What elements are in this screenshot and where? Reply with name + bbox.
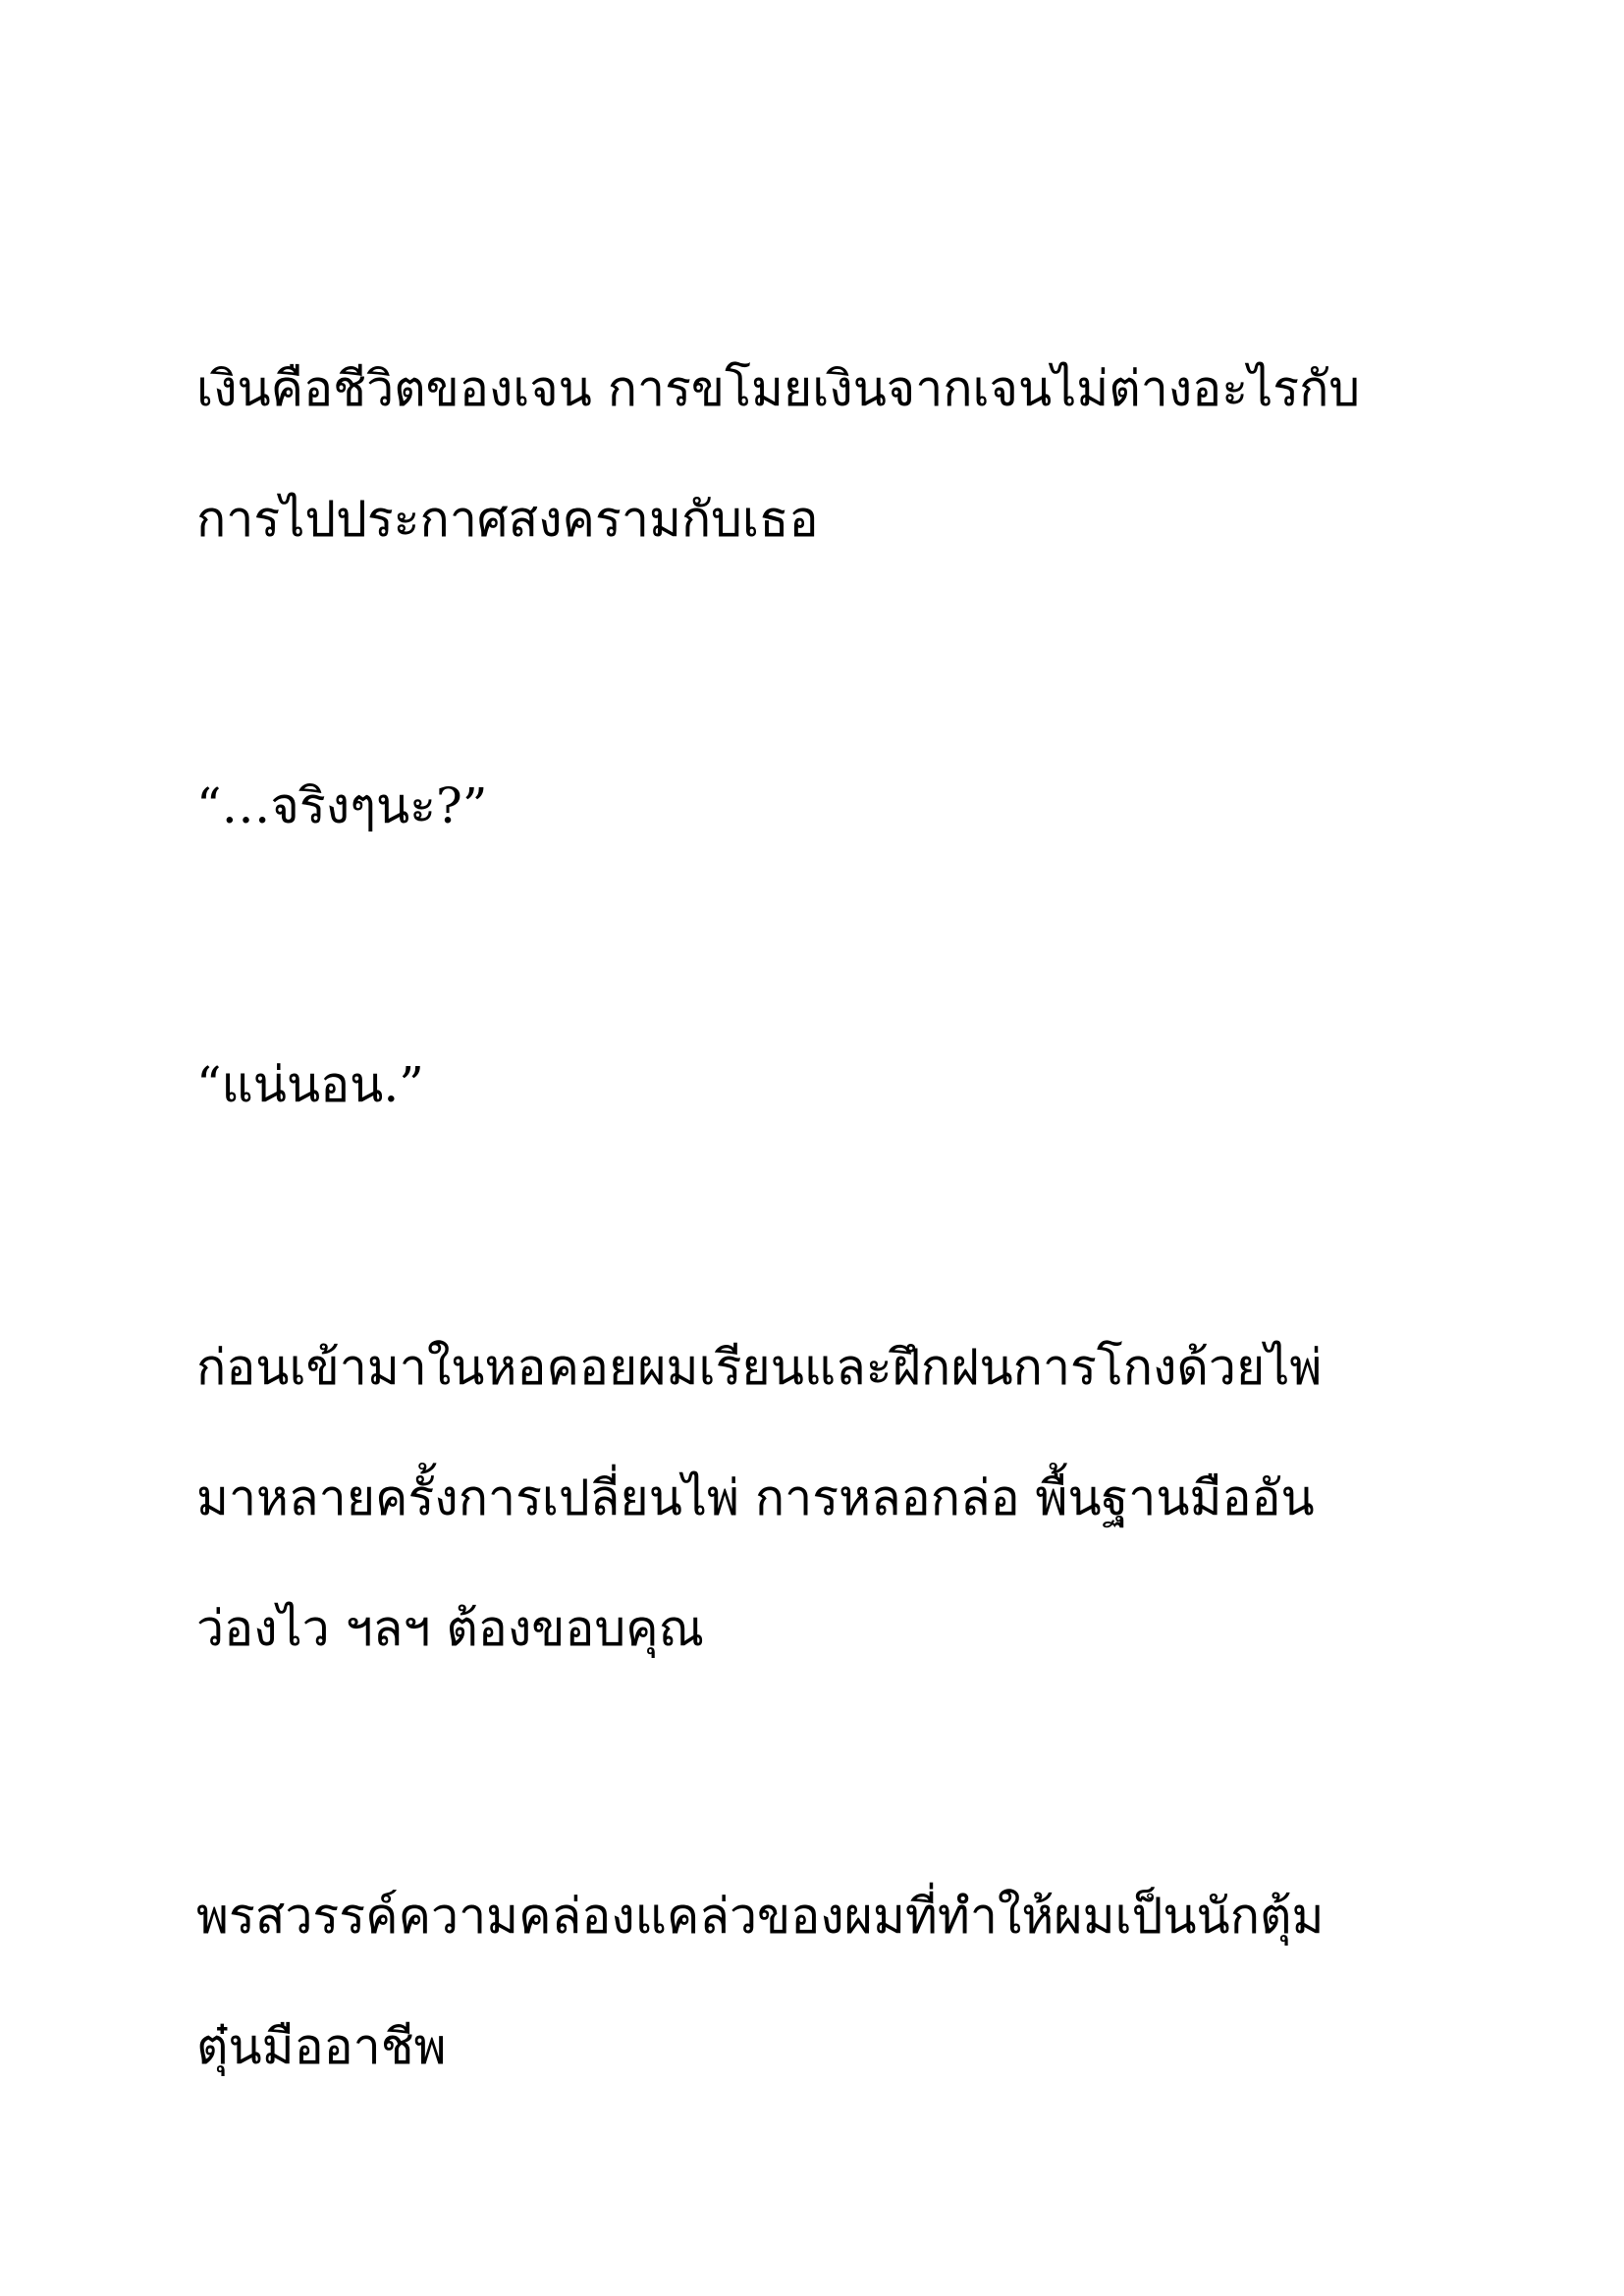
paragraph-1-line-1: เงินคือชีวิตของเจน การขโมยเงินจากเจนไม่ต่างอะไรกับ — [196, 360, 1361, 417]
dialogue-line-2: “แน่นอน.” — [196, 1056, 424, 1113]
paragraph-4-line-3: ว่องไว ฯลฯ ต้องขอบคุณ — [196, 1600, 705, 1657]
paragraph-5-line-2: ตุ๋นมืออาชีพ — [196, 2018, 447, 2075]
dialogue-line-1: “…จริงๆนะ?” — [196, 777, 488, 834]
paragraph-1-line-2: การไปประกาศสงครามกับเธอ — [196, 491, 819, 548]
paragraph-5-line-1: พรสวรรค์ความคล่องแคล่วของผมที่ทำให้ผมเป็นนักตุ้ม — [196, 1888, 1325, 1945]
paragraph-4-line-1: ก่อนเข้ามาในหอคอยผมเรียนและฝึกฝนการโกงด้วยไพ่ — [196, 1339, 1323, 1396]
paragraph-4-line-2: มาหลายครั้งการเปลี่ยนไพ่ การหลอกล่อ พื้นฐานมืออัน — [196, 1469, 1315, 1526]
